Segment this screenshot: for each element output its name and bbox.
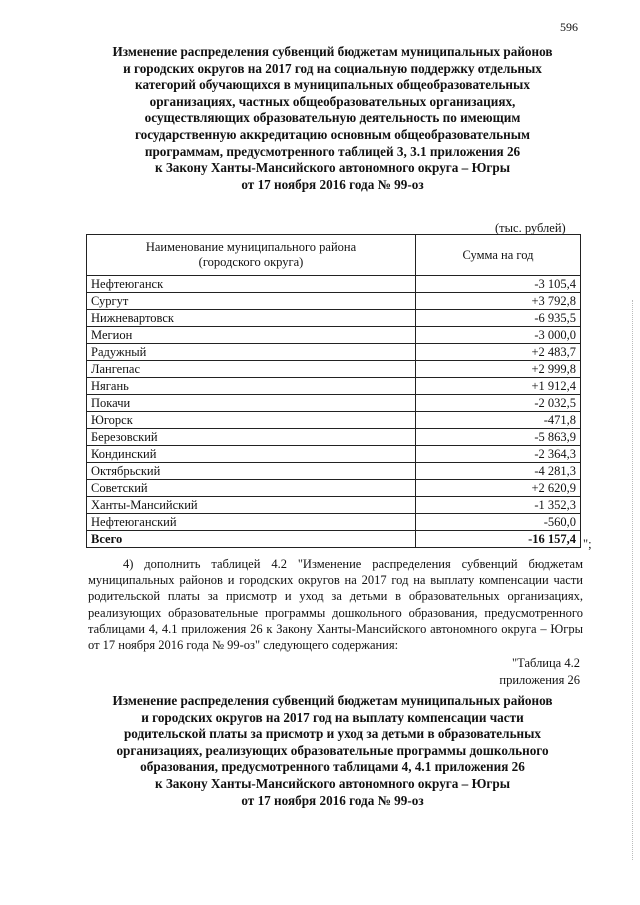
title-line: к Закону Ханты-Мансийского автономного округа – Югры — [154, 160, 511, 176]
table-row — [87, 412, 581, 429]
page-number: 596 — [560, 20, 578, 34]
table-total-row — [87, 531, 581, 548]
table-row — [87, 276, 581, 293]
title-line: государственную аккредитацию основным общеобразовательным — [135, 126, 530, 142]
table-row — [87, 378, 581, 395]
title-line: образования, предусмотренного таблицами 4, 4.1 приложения 26 — [140, 759, 525, 775]
title-line: осуществляющих образовательную деятельность по имеющим — [144, 110, 521, 126]
district-name: Нижневартовск — [87, 310, 416, 327]
district-name: Покачи — [87, 395, 416, 412]
table-row — [87, 514, 581, 531]
district-name: Кондинский — [87, 446, 416, 463]
header-line: Наименование муниципального района — [145, 240, 357, 254]
amount-cell: -471,8 — [416, 412, 581, 429]
amount-cell: -3 105,4 — [416, 276, 581, 293]
table-row — [87, 480, 581, 497]
district-name: Октябрьский — [87, 463, 416, 480]
district-name: Лангепас — [87, 361, 416, 378]
title-line: от 17 ноября 2016 года № 99-оз — [241, 792, 424, 808]
district-name: Ханты-Мансийский — [87, 497, 416, 514]
title-line: Изменение распределения субвенций бюджетам муниципальных районов — [112, 44, 553, 59]
amendment-paragraph: 4) дополнить таблицей 4.2 "Изменение распределения субвенций бюджетам муниципальных районов и городских округов на 2017 год на выплату компенсации части родительской платы за присмотр и уход за детьми в образовательных организациях, реализующих образовательные программы дошкольного образования, предусмотренного таблицами 4, 4.1 приложения 26 к Закону Ханты-Мансийского автономного округа – Югры от 17 ноября 2016 года № 99-оз" следующего содержания: — [88, 557, 583, 653]
amount-cell: +2 620,9 — [416, 480, 581, 497]
district-name: Радужный — [87, 344, 416, 361]
title-line: от 17 ноября 2016 года № 99-оз — [241, 176, 424, 192]
district-name: Березовский — [87, 429, 416, 446]
amount-cell: -6 935,5 — [416, 310, 581, 327]
table-row — [87, 327, 581, 344]
distribution-table — [86, 234, 581, 548]
closing-quote: "; — [583, 537, 592, 551]
column-header-district — [87, 235, 416, 276]
amount-cell: +2 483,7 — [416, 344, 581, 361]
scan-margin-marks — [632, 300, 635, 860]
title-line: к Закону Ханты-Мансийского автономного округа – Югры — [154, 775, 511, 791]
amount-cell: -560,0 — [416, 514, 581, 531]
header-line: (городского округа) — [198, 255, 304, 269]
district-name: Югорск — [87, 412, 416, 429]
table-row — [87, 310, 581, 327]
title-line: категорий обучающихся в муниципальных общеобразовательных — [135, 77, 530, 93]
section-title-subventions-social-support — [70, 44, 595, 193]
title-line: программам, предусмотренного таблицей 3, 3.1 приложения 26 — [144, 143, 521, 159]
total-label: Всего — [87, 531, 416, 548]
table-header-row — [87, 235, 581, 276]
title-line: родительской платы за присмотр и уход за детьми в образовательных — [123, 726, 542, 742]
title-line: и городских округов на 2017 год на выплату компенсации части — [141, 709, 524, 725]
amount-cell: -4 281,3 — [416, 463, 581, 480]
appendix-reference-line: приложения 26 — [499, 673, 580, 687]
title-line: организациях, реализующих образовательные программы дошкольного — [116, 742, 549, 758]
amount-cell: +1 912,4 — [416, 378, 581, 395]
amount-cell: -2 032,5 — [416, 395, 581, 412]
amount-cell: +3 792,8 — [416, 293, 581, 310]
amount-cell: +2 999,8 — [416, 361, 581, 378]
table-row — [87, 463, 581, 480]
amount-cell: -2 364,3 — [416, 446, 581, 463]
district-name: Нефтеюганский — [87, 514, 416, 531]
section-title-subventions-childcare-compensation — [70, 693, 595, 809]
table-row — [87, 429, 581, 446]
column-header-amount: Сумма на год — [416, 235, 581, 276]
units-label: (тыс. рублей) — [495, 221, 566, 235]
amount-cell: -1 352,3 — [416, 497, 581, 514]
table-row — [87, 395, 581, 412]
district-name: Советский — [87, 480, 416, 497]
amount-cell: -5 863,9 — [416, 429, 581, 446]
title-line: Изменение распределения субвенций бюджетам муниципальных районов — [112, 693, 553, 708]
table-row — [87, 344, 581, 361]
total-amount: -16 157,4 — [416, 531, 581, 548]
district-name: Мегион — [87, 327, 416, 344]
title-line: и городских округов на 2017 год на социальную поддержку отдельных — [123, 60, 542, 76]
table-row — [87, 293, 581, 310]
district-name: Нягань — [87, 378, 416, 395]
district-name: Сургут — [87, 293, 416, 310]
table-reference-line: "Таблица 4.2 — [512, 656, 580, 670]
amount-cell: -3 000,0 — [416, 327, 581, 344]
table-row — [87, 497, 581, 514]
table-row — [87, 446, 581, 463]
title-line: организациях, частных общеобразовательных организациях, — [149, 93, 516, 109]
district-name: Нефтеюганск — [87, 276, 416, 293]
table-row — [87, 361, 581, 378]
